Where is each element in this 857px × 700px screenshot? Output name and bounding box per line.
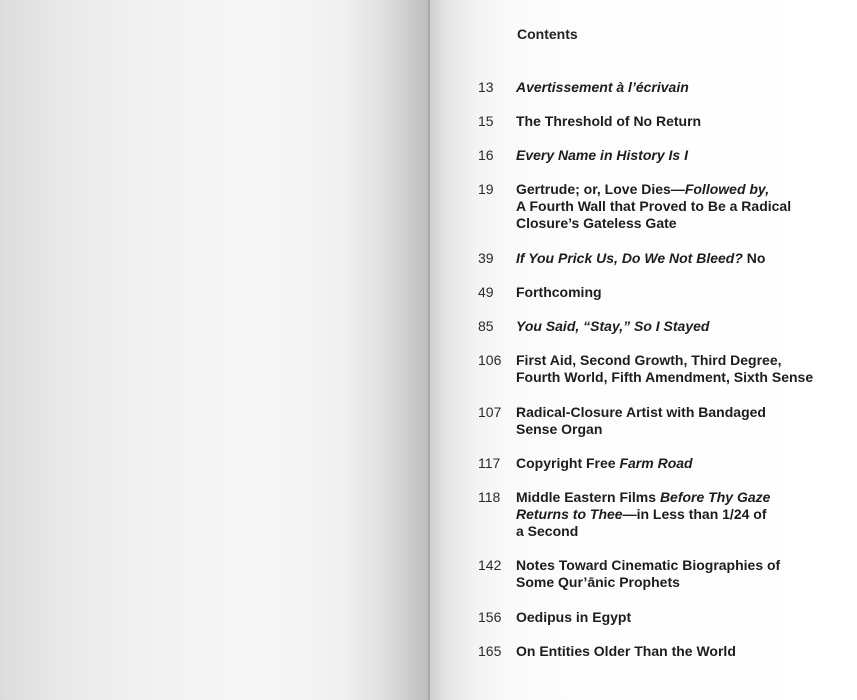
toc-entry-title bbox=[516, 147, 816, 164]
toc-title-line bbox=[516, 79, 816, 96]
toc-title-line bbox=[516, 369, 816, 386]
italic-text: Avertissement à l’écrivain bbox=[516, 79, 689, 95]
toc-entry-title bbox=[516, 181, 816, 232]
toc-title-line bbox=[516, 523, 816, 540]
toc-title-line bbox=[516, 557, 816, 574]
toc-entry-title bbox=[516, 318, 816, 335]
toc-title-line bbox=[516, 198, 816, 215]
toc-page-number: 156 bbox=[478, 609, 502, 625]
text-segment: Gertrude; or, Love Dies— bbox=[516, 181, 685, 197]
toc-title-line bbox=[516, 421, 816, 438]
text-segment: Notes Toward Cinematic Biographies of bbox=[516, 557, 781, 573]
toc-entry-title bbox=[516, 284, 816, 301]
toc-page-number: 49 bbox=[478, 284, 494, 300]
toc-page-number: 142 bbox=[478, 557, 502, 573]
italic-text: You Said, “Stay,” So I Stayed bbox=[516, 318, 710, 334]
toc-title-line bbox=[516, 404, 816, 421]
text-segment: Radical-Closure Artist with Bandaged bbox=[516, 404, 766, 420]
text-segment: Some Qur’ānic Prophets bbox=[516, 574, 680, 590]
toc-page-number: 39 bbox=[478, 250, 494, 266]
toc-title-line bbox=[516, 643, 816, 660]
toc-page-number: 13 bbox=[478, 79, 494, 95]
toc-page-number: 85 bbox=[478, 318, 494, 334]
toc-page-number: 107 bbox=[478, 404, 502, 420]
toc-entry-title bbox=[516, 352, 816, 386]
text-segment: The Threshold of No Return bbox=[516, 113, 702, 129]
toc-page-number: 117 bbox=[478, 455, 501, 471]
toc-entry-title bbox=[516, 113, 816, 130]
toc-page-number: 15 bbox=[478, 113, 494, 129]
text-segment: No bbox=[742, 250, 766, 266]
toc-title-line bbox=[516, 147, 816, 164]
toc-page-number: 118 bbox=[478, 489, 501, 505]
text-segment: On Entities Older Than the World bbox=[516, 643, 736, 659]
text-segment: Middle Eastern Films bbox=[516, 489, 660, 505]
italic-text: Every Name in History Is I bbox=[516, 147, 688, 163]
toc-title-line bbox=[516, 352, 816, 369]
italic-text: Followed by, bbox=[684, 181, 770, 197]
toc-entry-title bbox=[516, 404, 816, 438]
text-segment: Sense Organ bbox=[516, 421, 603, 437]
italic-text: Before Thy Gaze bbox=[659, 489, 771, 505]
toc-entry-title bbox=[516, 489, 816, 540]
text-segment: Forthcoming bbox=[516, 284, 602, 300]
text-segment: Closure’s Gateless Gate bbox=[516, 215, 677, 231]
toc-page-number: 106 bbox=[478, 352, 502, 368]
right-page bbox=[430, 0, 787, 700]
italic-text: If You Prick Us, Do We Not Bleed? bbox=[516, 250, 743, 266]
toc-title-line bbox=[516, 250, 816, 267]
page-margin bbox=[787, 0, 857, 700]
toc-title-line bbox=[516, 489, 816, 506]
toc-entry-title bbox=[516, 79, 816, 96]
toc-page-number: 19 bbox=[478, 181, 494, 197]
contents-heading: Contents bbox=[517, 26, 578, 42]
toc-title-line bbox=[516, 181, 816, 198]
toc-entry-title bbox=[516, 609, 816, 626]
text-segment: —in Less than 1/24 of bbox=[622, 506, 767, 522]
toc-page-number: 16 bbox=[478, 147, 494, 163]
text-segment: Copyright Free bbox=[516, 455, 620, 471]
text-segment: Oedipus in Egypt bbox=[516, 609, 632, 625]
toc-page-number: 165 bbox=[478, 643, 502, 659]
text-segment: First Aid, Second Growth, Third Degree, bbox=[516, 352, 782, 368]
toc-entry-title bbox=[516, 250, 816, 267]
toc-title-line bbox=[516, 609, 816, 626]
text-segment: A Fourth Wall that Proved to Be a Radical bbox=[516, 198, 792, 214]
italic-text: Farm Road bbox=[619, 455, 693, 471]
toc-title-line bbox=[516, 506, 816, 523]
text-segment: a Second bbox=[516, 523, 579, 539]
text-segment: Fourth World, Fifth Amendment, Sixth Sense bbox=[516, 369, 814, 385]
toc-title-line bbox=[516, 574, 816, 591]
left-page bbox=[0, 0, 428, 700]
toc-entry-title bbox=[516, 643, 816, 660]
toc-entry-title bbox=[516, 455, 816, 472]
toc-title-line bbox=[516, 113, 816, 130]
toc-entry-title bbox=[516, 557, 816, 591]
toc-title-line bbox=[516, 455, 816, 472]
toc-title-line bbox=[516, 284, 816, 301]
italic-text: Returns to Thee bbox=[516, 506, 623, 522]
toc-title-line bbox=[516, 215, 816, 232]
toc-title-line bbox=[516, 318, 816, 335]
